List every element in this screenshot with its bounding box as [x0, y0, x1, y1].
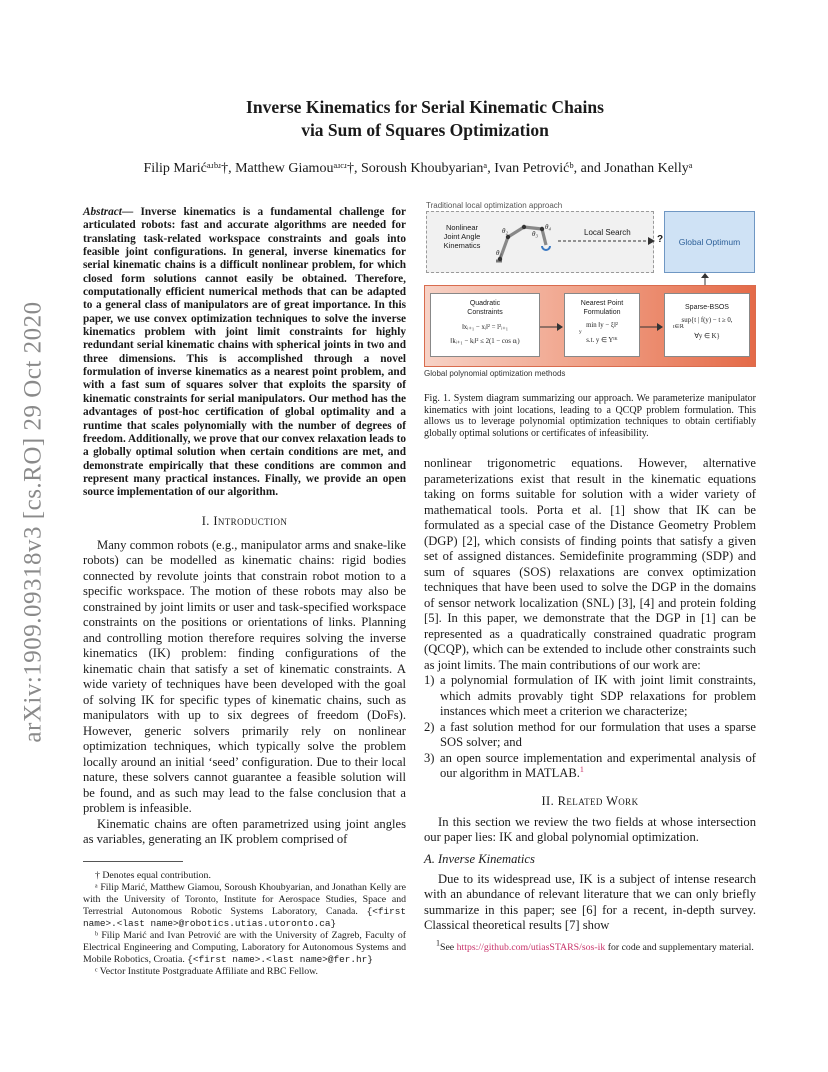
theta-1-label: θ₁ [496, 249, 502, 257]
figure-bottom-label: Global polynomial optimization methods [424, 369, 566, 378]
figure-caption: Fig. 1. System diagram summarizing our approach. We parameterize manipulator kinematics with joint locations, leading to a QCQP problem formulation. This allows us to leverage polynomial optimization techniques to obtain certifiably globally optimal solutions or certificates of infeasibility. [424, 393, 756, 439]
sb-equation-2: ∀y ∈ K} [694, 333, 720, 340]
email-b: {<first name>.<last name>@fer.hr} [187, 953, 373, 965]
section-heading-introduction: I. Introduction [201, 513, 288, 528]
contribution-item: 1) a polynomial formulation of IK with joint limit constraints, which admits provably tight SDP relaxations for problem instances which meet a criterion we characterize; [424, 673, 756, 719]
np-title: Nearest Point Formulation [580, 300, 624, 316]
theta-4-label: θ₄ [545, 223, 551, 231]
subsection-heading-ik: A. Inverse Kinematics [424, 851, 535, 866]
figure-top-label: Traditional local optimization approach [426, 201, 563, 210]
right-body [424, 456, 756, 673]
system-diagram-figure [424, 199, 756, 377]
email-a: {<first name>.<last name>@robotics.utias.utoronto.ca} [83, 905, 406, 929]
qc-equation-2: ‖kᵢ₊₁ − kᵢ‖² ≤ 2(1 − cos αᵢ) [450, 338, 520, 345]
left-column [83, 206, 406, 978]
sb-equation-1-subscript: t∈ℝ [673, 324, 684, 330]
arrow-right-icon-2 [640, 322, 664, 332]
github-link[interactable]: https://github.com/utiasSTARS/sos-ik [456, 941, 606, 953]
intro-paragraph-2: Kinematic chains are often parametrized using joint angles as variables, generating an IK problem comprised of [83, 816, 406, 847]
arrow-right-icon [540, 322, 564, 332]
arxiv-identifier: arXiv:1909.09318v3 [cs.RO] 29 Oct 2020 [20, 301, 48, 743]
np-equation-2: s.t. y ∈ Yᴵᴷ [586, 337, 618, 344]
sb-title: Sparse-BSOS [685, 304, 729, 311]
related-work-body-2 [424, 872, 756, 934]
footnote-equal-contribution: † Denotes equal contribution. [95, 869, 211, 881]
related-paragraph-2: Due to its widespread use, IK is a subject of intense research with an abundance of relevant literature that we can only briefly summarize in this paper; see [6] for a recent, in-depth survey. Classical theoretical results [7] show [424, 871, 756, 933]
qc-title: Quadratic Constraints [467, 300, 503, 316]
contribution-item: 3) an open source implementation and experimental analysis of our algorithm in MATLAB.$^1$ [424, 750, 756, 781]
paper-title [110, 96, 740, 142]
abstract [83, 206, 406, 500]
title-line-1: Inverse Kinematics for Serial Kinematic Chains [246, 97, 604, 117]
title-line-2: via Sum of Squares Optimization [301, 120, 549, 140]
footnote-1: $^1$See https://github.com/utiasSTARS/sos-ik for code and supplementary material. [436, 938, 754, 953]
footnote-affiliation-b: ᵇ Filip Marić and Ivan Petrović are with the University of Zagreb, Faculty of Electrical Engineering and Computing, Laboratory for Autonomous Systems and Mobile Robotics, Croatia. {<first name>.<last name>@fer.hr} [83, 929, 406, 965]
abstract-label: Abstract [83, 206, 122, 218]
introduction-body [83, 538, 406, 848]
nearest-point-box [564, 293, 640, 357]
quadratic-constraints-box [430, 293, 540, 357]
related-paragraph-1: In this section we review the two fields at whose intersection our paper lies: IK and global polynomial optimization. [424, 814, 756, 845]
theta-3-label: θ₃ [532, 230, 538, 238]
global-optimum-box: Global Optimum [664, 211, 755, 273]
footnotes [83, 870, 406, 978]
right-column [424, 199, 756, 954]
sparse-bsos-box [664, 293, 750, 357]
related-work-body [424, 815, 756, 846]
local-search-label: Local Search [584, 228, 631, 237]
question-mark: ? [657, 234, 664, 245]
contributions-list [424, 673, 756, 782]
right-paragraph-1: nonlinear trigonometric equations. However, alternative parameterizations exist that result in the kinematic equations taking on forms suitable for solution with a wider variety of mathematical tools. Porta et al. [1] show that IK can be formulated as a special case of the Distance Geometry Problem (DGP) [2], which consists of finding points that satisfy a given set of assigned distances. Semidefinite programming (SDP) and sum of squares (SOS) relaxations are convex optimization techniques that have been used to solve the DGP in the domains of sensor network localization (SNL) [3], [4] and protein folding [5]. In this paper, we demonstrate that the DGP in [1] can be represented as a quadratically constrained quadratic program (QCQP), which can be extended to include other constraints such as joint limits. The main contributions of our work are: [424, 456, 756, 672]
footnote-mark-1[interactable]: 1 [579, 765, 584, 775]
theta-2-label: θ₂ [502, 227, 508, 235]
np-equation-1-subscript: y [579, 329, 582, 335]
footnote-rule [83, 861, 183, 862]
nonlinear-kinematics-label: Nonlinear Joint Angle Kinematics [443, 223, 481, 250]
intro-paragraph-1: Many common robots (e.g., manipulator arms and snake-like robots) can be modelled as kinematic chains: rigid bodies connected by revolute joints that constrain robot motion to a specific workspace. The motion of these robots may also be constrained by joint limits or user and task-specified workspace constraints on the positions or orientations of links. Planning and controlling motion therefore requires solving the inverse kinematics (IK) problem: finding configurations of the kinematic chain that satisfy a set of kinematic constraints. A wide variety of techniques have been developed with the goal of solving IK for specific types of kinematic chains, such as manipulators with up to six degrees of freedom (DoFs). However, generic solvers primarily rely on nonlinear optimization techniques, which typically solve the problem locally around an initial ‘seed’ configuration. Due to their local nature, these solvers cannot guarantee a feasible solution will be found, and as such may lead to the false conclusion that a problem is infeasible. [83, 537, 406, 816]
footnote-affiliation-a: ᵃ Filip Marić, Matthew Giamou, Soroush Khoubyarian, and Jonathan Kelly are with the University of Toronto, Institute for Aerospace Studies, Space and Terrestrial Autonomous Robotic Systems Laboratory, Canada. {<first name>.<last name>@robotics.utias.utoronto.ca} [83, 881, 406, 929]
author-list: Filip Marićᵃʴᵇʴ†, Matthew Giamouᵃʴᶜʴ†, Soroush Khoubyarianᵃ, Ivan Petrovićᵇ, and Jonathan Kellyᵃ [143, 161, 693, 176]
qc-equation-1: ‖xᵢ₊₁ − xᵢ‖² = l²ᵢ₊₁ [461, 324, 509, 331]
local-search-arrow-icon [556, 235, 656, 247]
abstract-text: — Inverse kinematics is a fundamental challenge for articulated robots: fast and accurate algorithms are needed for translating task-related workspace constraints and goals into feasible joint configurations. In general, inverse kinematics for serial kinematic chains is a difficult nonlinear problem, for which closed form solutions cannot easily be obtained. Therefore, computationally efficient numerical methods that can be adapted to a general class of manipulators are of great importance. In this paper, we use convex optimization techniques to solve the inverse kinematics problem with joint limit constraints for highly redundant serial kinematic chains with spherical joints in two and three dimensions. This is accomplished through a novel formulation of inverse kinematics as a nearest point problem, and with a fast sum of squares solver that exploits the sparsity of kinematic constraints for serial manipulators. Our method has the advantages of post-hoc certification of global optimality and a runtime that scales polynomially with the number of degrees of freedom. Additionally, we prove that our convex relaxation leads to a globally optimal solution when certain conditions are met, and demonstrate empirically that these conditions are common and represent many practical instances. Finally, we provide an open source implementation of our algorithm. [83, 206, 406, 499]
section-heading-related-work: II. Related Work [541, 793, 639, 808]
footnote-affiliation-c: ᶜ Vector Institute Postgraduate Affiliate and RBC Fellow. [95, 965, 318, 977]
contribution-item: 2) a fast solution method for our formulation that uses a sparse SOS solver; and [424, 719, 756, 750]
sb-equation-1: sup{t | f(y) − t ≥ 0, [681, 317, 733, 324]
np-equation-1: min ‖y − ξ‖² [586, 322, 618, 329]
